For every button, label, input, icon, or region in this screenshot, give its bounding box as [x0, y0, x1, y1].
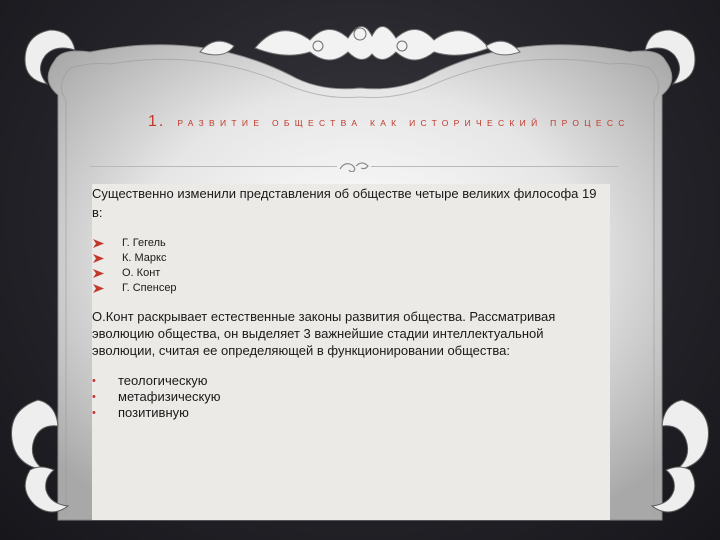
list-item: • позитивную — [92, 405, 189, 420]
list-item: • теологическую — [92, 373, 208, 388]
arrow-bullet-icon — [92, 268, 106, 279]
bullet-dot-icon: • — [92, 407, 96, 419]
list-item: Г. Спенсер — [92, 281, 604, 296]
conte-paragraph: О.Конт раскрывает естественные законы развития общества. Рассматривая эволюцию общества, он выделяет 3 важнейшие стадии интеллектуальной эволюции, считая ее определяющей в функционировании общества: — [92, 309, 556, 358]
content-panel — [92, 184, 610, 520]
intro-text: Существенно изменили представления об обществе четыре великих философа 19 в: — [92, 186, 597, 220]
philosopher-list — [92, 236, 604, 296]
title-text: РАЗВИТИЕ ОБЩЕСТВА КАК ИСТОРИЧЕСКИЙ ПРОЦЕСС — [177, 118, 630, 128]
list-item: О. Конт — [92, 266, 604, 281]
title-divider — [90, 160, 618, 172]
stages-list — [92, 373, 604, 421]
list-item: Г. Гегель — [92, 236, 604, 251]
list-item: • метафизическую — [92, 389, 221, 404]
slide-title — [148, 113, 668, 131]
arrow-bullet-icon — [92, 283, 106, 294]
top-flourish — [200, 26, 520, 60]
bullet-dot-icon: • — [92, 391, 96, 403]
divider-flourish-icon — [337, 160, 371, 172]
list-item: К. Маркс — [92, 251, 604, 266]
title-number: 1. — [148, 113, 166, 130]
bullet-dot-icon: • — [92, 375, 96, 387]
arrow-bullet-icon — [92, 238, 106, 249]
arrow-bullet-icon — [92, 253, 106, 264]
